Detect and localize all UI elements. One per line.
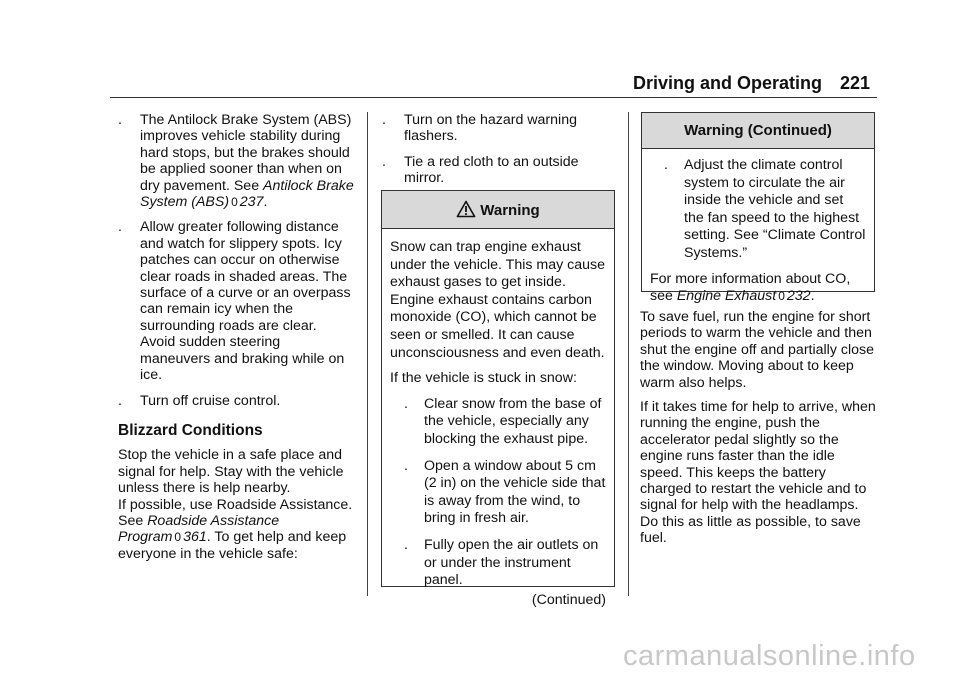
bullet-text-end: . [263,194,268,211]
column-divider [367,112,368,596]
column-3 [640,309,876,555]
paragraph: If it takes time for help to arrive, when running the engine, push the accelerator pedal slightly so the engine runs faster than the idle speed. This keeps the battery charged to restart the vehicle and to signal for help with the headlamps. Do this as little as possible, to save fuel. [640,399,876,547]
warning-title: Warning (Continued) [684,122,832,139]
list-item [650,157,866,263]
list-item [118,112,354,210]
column-2 [382,112,614,199]
paragraph [650,271,866,306]
bullet-text: The Antilock Brake System (ABS) improves vehicle stability during hard stops, but the brakes should be applied sooner than when on dry pavement. See [140,112,352,194]
column-divider [628,112,629,596]
paragraph-text-end: . To get help and keep everyone in the vehicle safe: [118,529,347,562]
page-ref-arrow-icon: 0 [231,195,238,210]
cross-reference-link[interactable]: Engine Exhaust [676,288,777,305]
continued-label: (Continued) [531,591,606,608]
list-item [390,537,606,590]
list-item [118,219,354,383]
bullet-marker: . [118,112,122,128]
cross-reference-link[interactable]: Roadside Assistance Program [118,512,280,546]
bullet-text: Clear snow from the base of the vehicle, especially any blocking the exhaust pipe. [424,395,602,447]
paragraph: To save fuel, run the engine for short periods to warm the vehicle and then shut the engine off and partially close the window. Moving about to keep warm also helps. [640,309,874,391]
bullet-text: Allow greater following distance and watch for slippery spots. Icy patches can occur on otherwise clear roads in shaded areas. The surface of a curve or an overpass can remain icy when the surrounding roads are clear. Avoid sudden steering maneuvers and braking while on ice. [140,219,351,384]
paragraph-text: For more information about CO, see [650,270,851,305]
page-reference[interactable]: 232 [786,288,811,305]
paragraph-text-end: . [810,288,815,305]
warning-box-continued [641,112,875,305]
bullet-marker: . [382,153,386,170]
warning-body [642,149,874,312]
paragraph: If the vehicle is stuck in snow: [390,370,577,387]
page-title: Driving and Operating [633,73,823,93]
bullet-text: Tie a red cloth to an outside mirror. [404,153,579,187]
page-reference[interactable]: 237 [239,194,264,211]
watermark: carmanualsonline.info [623,640,916,672]
warning-body [382,229,614,615]
bullet-marker: . [664,157,668,173]
paragraph: Snow can trap engine exhaust under the vehicle. This may cause exhaust gases to get inside. Engine exhaust contains carbon monoxide (CO), which cannot be seen or smelled. It can cause unconsciousness and even death. [390,239,606,361]
bullet-text: Fully open the air outlets on or under the instrument panel. [424,536,599,589]
bullet-marker: . [404,457,408,474]
paragraph-text: If possible, use Roadside Assistance. See [118,496,353,529]
warning-triangle-icon [456,200,476,218]
page-ref-arrow-icon: 0 [778,289,785,304]
bullet-text: Adjust the climate control system to circulate the air inside the vehicle and set the fan speed to the highest setting. See “Climate Control Systems.” [684,157,866,261]
list-item [382,154,614,187]
list-item [118,393,354,409]
bullet-marker: . [382,112,386,128]
list-item [390,396,606,449]
page-reference[interactable]: 361 [183,529,207,546]
header-rule [110,97,877,98]
warning-header [382,191,614,229]
cross-reference-link[interactable]: Antilock Brake System (ABS) [140,177,354,211]
bullet-marker: . [118,219,122,236]
list-item [382,112,614,145]
bullet-marker: . [118,392,122,409]
warning-header [642,113,874,149]
column-1 [118,112,354,570]
page-ref-arrow-icon: 0 [174,530,182,545]
bullet-text: Turn off cruise control. [140,392,281,409]
paragraph: Stop the vehicle in a safe place and signal for help. Stay with the vehicle unless there is help nearby. [118,447,344,497]
paragraph [118,497,354,563]
bullet-marker: . [404,536,408,553]
section-heading: Blizzard Conditions [118,421,263,439]
warning-box [381,190,615,608]
page-number: 221 [840,73,871,93]
bullet-text: Open a window about 5 cm (2 in) on the vehicle side that is away from the wind, to bring in fresh air. [424,457,606,527]
warning-title: Warning [480,202,540,219]
list-item [390,458,606,528]
bullet-marker: . [404,395,408,412]
bullet-text: Turn on the hazard warning flashers. [404,112,577,145]
